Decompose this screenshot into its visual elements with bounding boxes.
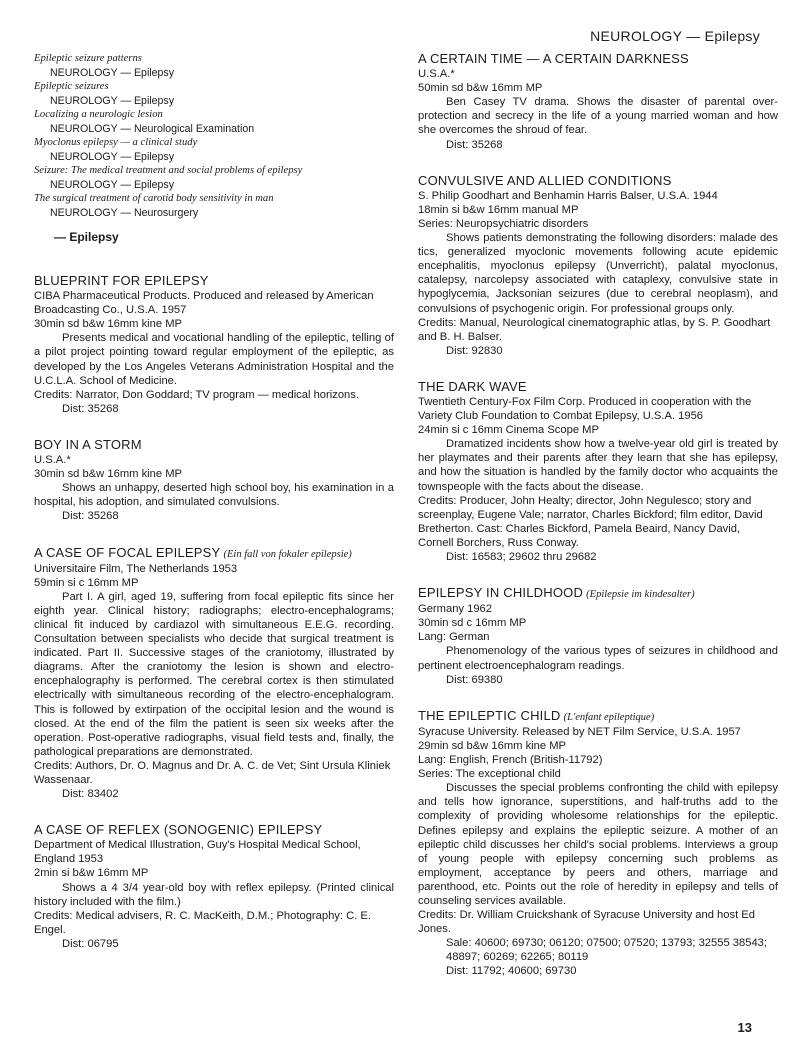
film-credits: Credits: Dr. William Cruickshank of Syracuse University and host Ed Jones. (418, 909, 755, 936)
cross-ref-title[interactable]: Myoclonus epilepsy — a clinical study (34, 137, 198, 148)
film-line: 30min sd b&w 16mm kine MP (34, 468, 182, 481)
film-sale: Sale: 40600; 69730; 06120; 07500; 07520; 13793; 32555 38543; 48897; 60269; 62265; 80119 (446, 937, 768, 964)
film-distributor: Dist: 06795 (62, 937, 119, 950)
film-description: Shows patients demonstrating the following disorders: malade des tics, generalized myoclonic movements following acute epidemic encephalitis, myoclonus epilepsy (Unverricht), palatal myoclonus, catalepsy, narcolepsy associated with cataplexy, convulsive state in hypoglycemia, Jacksonian seizures (due to cerebral neoplasm), and convulsions of psychogenic origin. For professional groups only. (418, 232, 778, 315)
film-entry (34, 438, 394, 524)
film-line: 2min si b&w 16mm MP (34, 867, 149, 880)
film-line: 29min sd b&w 16mm kine MP (418, 739, 566, 752)
cross-ref-title[interactable]: Seizure: The medical treatment and social problems of epilepsy (34, 165, 303, 176)
cross-ref (34, 52, 394, 80)
film-entry (34, 274, 394, 416)
film-original-title: (Epilepsie im kindesalter) (586, 589, 695, 601)
cross-ref-subject: NEUROLOGY — Neurological Examination (50, 123, 255, 135)
film-line: Lang: German (418, 631, 490, 644)
film-description: Shows an unhappy, deserted high school boy, his examination in a hospital, his adoption, and simulated convulsions. (34, 482, 394, 509)
section-heading: — Epilepsy (54, 230, 119, 244)
cross-ref (34, 192, 394, 220)
running-header: NEUROLOGY — Epilepsy (590, 28, 760, 44)
film-title: CONVULSIVE AND ALLIED CONDITIONS (418, 172, 672, 188)
film-title: A CERTAIN TIME — A CERTAIN DARKNESS (418, 51, 689, 66)
film-original-title: (Ein fall von fokaler epilepsie) (223, 548, 352, 560)
film-entry (418, 586, 778, 687)
film-line: 59min si c 16mm MP (34, 576, 139, 589)
page-number: 13 (737, 1020, 752, 1035)
film-distributor: Dist: 83402 (62, 788, 119, 801)
film-line: U.S.A.* (418, 68, 455, 81)
film-distributor: Dist: 35268 (62, 402, 119, 415)
film-distributor: Dist: 92830 (446, 344, 503, 357)
film-description: Part I. A girl, aged 19, suffering from focal epileptic fits since her eighth year. Clinical history; radiographs; electro-encephalograms; clinical fit induced by cardiazol with simultaneous E.E.G. recording. Consultation between specialists who decide that surgical treatment is indicated. Part II. Successive stages of the craniotomy, illustrated by diagrams. After the craniotomy the lesion is shown and electro-encephalography is performed. The cerebral cortex is then stimulated electrically with simultaneous recording of the electro-encephalogram. This is followed by extirpation of the occipital lesion and the wound is closed. At the end of the film the patient is seen six weeks after the operation. Post-operative radiographs, visual field tests and, finally, the pathological preparations are demonstrated. (34, 590, 394, 758)
cross-ref (34, 136, 394, 164)
film-original-title: (L'enfant epileptique) (563, 711, 655, 723)
film-line: Series: Neuropsychiatric disorders (418, 217, 589, 230)
film-entry (418, 52, 778, 152)
cross-ref (34, 164, 394, 192)
film-line: Lang: English, French (British-11792) (418, 754, 603, 767)
right-column (418, 52, 778, 1001)
cross-ref-subject: NEUROLOGY — Epilepsy (50, 67, 175, 79)
film-description: Phenomenology of the various types of seizures in childhood and pertinent electroencephalogram readings. (418, 645, 778, 672)
film-description: Discusses the special problems confronting the child with epilepsy and tells how ignorance, superstitions, and half-truths add to the complexity of providing wholesome relationships for the epileptic. Defines epilepsy and explains the epileptic seizure. A mother of an epileptic child discusses her child's social problems. Interviews a group of young people with epilepsy concerning such problems as employment, acceptance by peers and others, marriage and parenthood, etc. Points out the role of heredity in epilepsy and tells of counseling services available. (418, 782, 778, 907)
film-description: Dramatized incidents show how a twelve-year old girl is treated by her playmates and their parents after they learn that she has epilepsy, and how the situation is handled by the family doctor who acquaints the townspeople with the facts about the disease. (418, 438, 778, 493)
film-title: A CASE OF REFLEX (SONOGENIC) EPILEPSY (34, 822, 323, 838)
cross-ref-title[interactable]: The surgical treatment of carotid body sensitivity in man (34, 193, 274, 204)
left-column (34, 52, 394, 973)
film-credits: Credits: Authors, Dr. O. Magnus and Dr. A. C. de Vet; Sint Ursula Kliniek Wassenaar. (34, 759, 391, 786)
cross-ref-subject: NEUROLOGY — Neurosurgery (50, 207, 199, 219)
film-distributor: Dist: 35268 (62, 510, 119, 523)
film-line: Twentieth Century-Fox Film Corp. Produced in cooperation with the Variety Club Foundation to Combat Epilepsy, U.S.A. 1956 (418, 395, 752, 423)
cross-ref-title[interactable]: Epileptic seizures (34, 81, 109, 92)
film-distributor: Dist: 35268 (446, 138, 503, 151)
cross-ref-title[interactable]: Localizing a neurologic lesion (34, 109, 163, 120)
film-line: 30min sd b&w 16mm kine MP (34, 318, 182, 331)
film-title: EPILEPSY IN CHILDHOOD (418, 585, 584, 601)
cross-ref (34, 80, 394, 108)
film-title: THE EPILEPTIC CHILD (418, 707, 561, 723)
film-entry (34, 546, 394, 802)
film-line: Department of Medical Illustration, Guy's Hospital Medical School, England 1953 (34, 839, 361, 866)
film-credits: Credits: Medical advisers, R. C. MacKeith, D.M.; Photography: C. E. Engel. (34, 909, 371, 936)
film-credits: Credits: Narrator, Don Goddard; TV program — medical horizons. (34, 388, 359, 401)
film-title: A CASE OF FOCAL EPILEPSY (34, 544, 221, 560)
film-credits: Credits: Manual, Neurological cinematographic atlas, by S. P. Goodhart and B. H. Balser. (418, 316, 771, 343)
film-line: 18min si b&w 16mm manual MP (418, 203, 579, 216)
film-line: S. Philip Goodhart and Benhamin Harris Balser, U.S.A. 1944 (418, 189, 718, 202)
film-title: THE DARK WAVE (418, 378, 527, 394)
film-description: Shows a 4 3/4 year-old boy with reflex epilepsy. (Printed clinical history included with the film.) (34, 881, 394, 908)
cross-ref-title[interactable]: Epileptic seizure patterns (34, 53, 142, 64)
film-line: Germany 1962 (418, 603, 493, 616)
film-description: Ben Casey TV drama. Shows the disaster of parental over-protection and secrecy in the life of a young married woman and how she overcomes the shroud of fear. (418, 96, 778, 137)
film-line: 24min si c 16mm Cinema Scope MP (418, 424, 599, 437)
film-line: 30min sd c 16mm MP (418, 617, 527, 630)
film-distributor: Dist: 69380 (446, 673, 503, 686)
film-line: Series: The exceptional child (418, 768, 561, 781)
cross-ref (34, 108, 394, 136)
cross-ref-subject: NEUROLOGY — Epilepsy (50, 151, 175, 163)
film-distributor: Dist: 16583; 29602 thru 29682 (446, 551, 597, 563)
film-line: Syracuse University. Released by NET Film Service, U.S.A. 1957 (418, 725, 741, 738)
cross-ref-subject: NEUROLOGY — Epilepsy (50, 179, 175, 191)
cross-ref-subject: NEUROLOGY — Epilepsy (50, 95, 175, 107)
film-line: Universitaire Film, The Netherlands 1953 (34, 562, 238, 575)
film-line: CIBA Pharmaceutical Products. Produced and released by American Broadcasting Co., U.S.A. 1957 (34, 290, 374, 317)
film-distributor: Dist: 11792; 40600; 69730 (446, 965, 577, 978)
film-description: Presents medical and vocational handling of the epileptic, telling of a pilot project pointing toward regular employment of the epileptic, as developed by the Los Angeles Veterans Administration Hospital and the U.C.L.A. School of Medicine. (34, 332, 394, 387)
film-entry (34, 823, 394, 951)
cross-reference-list (34, 52, 394, 220)
film-title: BOY IN A STORM (34, 436, 142, 452)
film-line: U.S.A.* (34, 454, 71, 467)
film-line: 50min sd b&w 16mm MP (418, 82, 543, 95)
film-credits: Credits: Producer, John Healty; director, John Negulesco; story and screenplay, Eugene Vale; narrator, Charles Bickford; film editor, David Bretherton. Cast: Charles Bickford, Pamela Beaird, Nancy David, Cornell Borchers, Russ Conway. (418, 494, 763, 549)
film-title: BLUEPRINT FOR EPILEPSY (34, 273, 209, 288)
film-entry (418, 174, 778, 358)
film-entry (418, 380, 778, 564)
film-entry (418, 709, 778, 979)
